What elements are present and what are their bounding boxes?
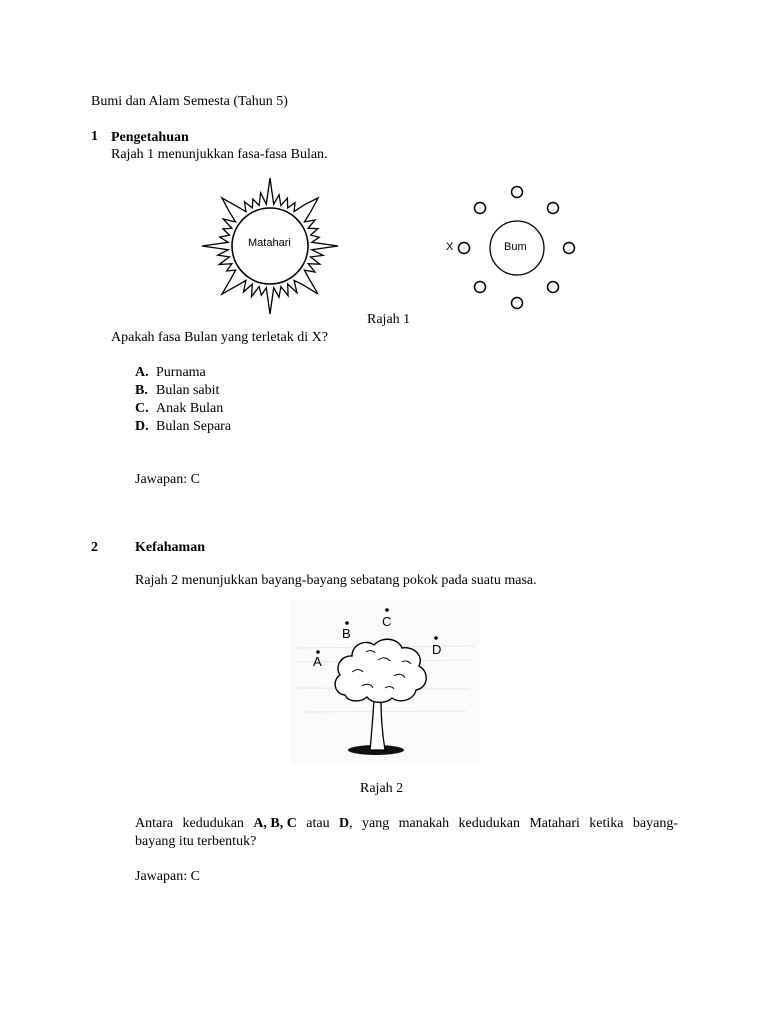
question-1-answer: Jawapan: C — [135, 472, 200, 487]
moon-phase-top-left — [475, 203, 486, 214]
q2-word-antara: Antara — [135, 816, 174, 831]
earth-label: Bum — [504, 241, 527, 253]
point-c-label: C — [382, 614, 392, 629]
question-2-text — [135, 815, 678, 851]
option-b-key: B. — [135, 383, 148, 398]
moon-phase-bottom-right — [548, 282, 559, 293]
moon-phase-right — [564, 243, 575, 254]
figure-2-caption: Rajah 2 — [360, 781, 404, 796]
question-2-intro: Rajah 2 menunjukkan bayang-bayang sebatang pokok pada suatu masa. — [135, 573, 537, 588]
moon-phase-top-right — [548, 203, 559, 214]
point-d-label: D — [432, 642, 442, 657]
q2-bold-abc: A, B, C — [253, 816, 297, 831]
question-2-number: 2 — [91, 540, 98, 555]
option-d-key: D. — [135, 419, 149, 434]
question-1-intro: Rajah 1 menunjukkan fasa-fasa Bulan. — [111, 147, 328, 162]
question-1-options — [135, 364, 231, 436]
q2-bold-d-wrap: D, — [338, 816, 353, 831]
option-a — [135, 364, 231, 382]
point-d-dot — [434, 636, 438, 640]
question-2-category: Kefahaman — [135, 540, 205, 555]
q2-word-kedudukan-2: kedudukan — [458, 816, 520, 831]
option-c-text: Anak Bulan — [156, 401, 224, 416]
q2-word-matahari: Matahari — [529, 816, 580, 831]
option-a-text: Purnama — [156, 365, 206, 380]
question-2-line-2: bayang itu terbentuk? — [135, 834, 257, 849]
moon-phase-x — [459, 243, 470, 254]
point-a-label: A — [313, 654, 322, 669]
moon-phase-top — [512, 187, 523, 198]
question-1-number: 1 — [91, 129, 98, 144]
option-a-key: A. — [135, 365, 149, 380]
q2-bold-d: D — [338, 816, 350, 831]
question-1-category: Pengetahuan — [111, 130, 189, 145]
q2-word-yang: yang — [362, 816, 390, 831]
option-d — [135, 418, 231, 436]
option-d-text: Bulan Separa — [156, 419, 232, 434]
option-c-key: C. — [135, 401, 149, 416]
q2-word-manakah: manakah — [398, 816, 450, 831]
q2-word-kedudukan: kedudukan — [182, 816, 244, 831]
point-b-label: B — [342, 626, 351, 641]
moon-phase-bottom — [512, 298, 523, 309]
x-label: X — [446, 241, 454, 253]
q2-word-bayang: bayang- — [632, 816, 678, 831]
point-b-dot — [345, 621, 349, 625]
moon-phase-bottom-left — [475, 282, 486, 293]
question-1-text: Apakah fasa Bulan yang terletak di X? — [111, 330, 328, 345]
point-c-dot — [385, 608, 389, 612]
q2-word-atau: atau — [306, 816, 330, 831]
question-2-line-1 — [135, 815, 678, 833]
figure-1-caption: Rajah 1 — [367, 312, 411, 327]
option-b — [135, 382, 231, 400]
option-c — [135, 400, 231, 418]
q2-word-ketika: ketika — [589, 816, 624, 831]
option-b-text: Bulan sabit — [156, 383, 220, 398]
sun-label: Matahari — [248, 237, 291, 249]
document-title: Bumi dan Alam Semesta (Tahun 5) — [91, 94, 288, 109]
question-2-answer: Jawapan: C — [135, 869, 200, 884]
